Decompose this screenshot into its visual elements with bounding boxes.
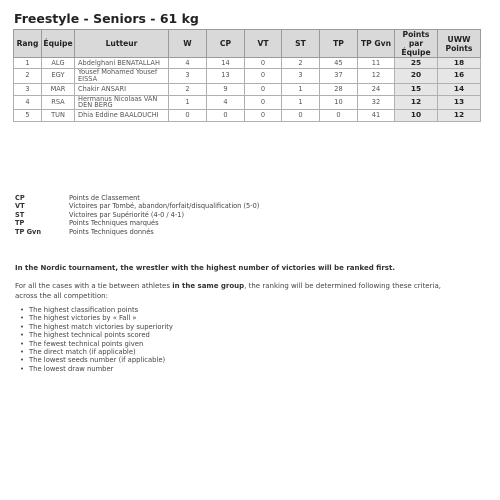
bullet-icon: • bbox=[19, 331, 24, 340]
bullet-icon: • bbox=[19, 314, 24, 323]
page-title: Freestyle - Seniors - 61 kg bbox=[14, 11, 199, 26]
cell-w: 1 bbox=[169, 95, 207, 110]
cell-equipe: MAR bbox=[42, 83, 75, 95]
cell-w: 0 bbox=[169, 110, 207, 122]
bullet-icon: • bbox=[19, 364, 24, 373]
criterion-text: The lowest draw number bbox=[29, 364, 114, 373]
table-row bbox=[14, 69, 481, 84]
cell-tp-gvn: 12 bbox=[358, 69, 395, 84]
cell-cp: 4 bbox=[207, 95, 245, 110]
list-item bbox=[15, 314, 173, 322]
ranking-table bbox=[13, 29, 481, 122]
cell-points-par-equipe: 10 bbox=[395, 110, 438, 122]
cell-cp: 14 bbox=[207, 58, 245, 69]
legend-desc: Victoires par Tombé, abandon/forfait/disqualification (5-0) bbox=[69, 202, 260, 211]
header-tp: TP bbox=[320, 30, 358, 58]
cell-equipe: RSA bbox=[42, 95, 75, 110]
header-st: ST bbox=[282, 30, 320, 58]
tie-break-intro-end: , the ranking will be determined following these criteria, across the all competition: bbox=[15, 282, 441, 300]
header-points-par-equipe: Points par Équipe bbox=[395, 30, 438, 58]
header-rang: Rang bbox=[14, 30, 42, 58]
cell-vt: 0 bbox=[245, 58, 282, 69]
cell-st: 1 bbox=[282, 95, 320, 110]
cell-w: 2 bbox=[169, 83, 207, 95]
cell-equipe: TUN bbox=[42, 110, 75, 122]
table-row bbox=[14, 110, 481, 122]
legend-abbr: CP bbox=[15, 194, 25, 202]
cell-equipe: EGY bbox=[42, 69, 75, 84]
bullet-icon: • bbox=[19, 347, 24, 356]
cell-cp: 13 bbox=[207, 69, 245, 84]
legend-abbr: TP Gvn bbox=[15, 227, 42, 236]
legend-item bbox=[15, 194, 259, 202]
criterion-text: The highest classification points bbox=[29, 306, 139, 314]
legend-desc: Points Techniques donnés bbox=[69, 227, 154, 236]
criterion-text: The highest victories by « Fall » bbox=[29, 314, 137, 323]
cell-points-par-equipe: 20 bbox=[395, 69, 438, 84]
cell-st: 1 bbox=[282, 83, 320, 95]
cell-tp: 0 bbox=[320, 110, 358, 122]
bullet-icon: • bbox=[19, 339, 24, 348]
legend-abbr: VT bbox=[15, 202, 25, 211]
header-w: W bbox=[169, 30, 207, 58]
cell-uww-points: 12 bbox=[438, 110, 481, 122]
legend-item bbox=[15, 228, 259, 236]
cell-tp-gvn: 11 bbox=[358, 58, 395, 69]
list-item bbox=[15, 348, 173, 356]
cell-cp: 9 bbox=[207, 83, 245, 95]
cell-uww-points: 14 bbox=[438, 83, 481, 95]
list-item bbox=[15, 340, 173, 348]
list-item bbox=[15, 365, 173, 373]
cell-uww-points: 16 bbox=[438, 69, 481, 84]
cell-vt: 0 bbox=[245, 83, 282, 95]
cell-rang: 5 bbox=[14, 110, 42, 122]
bullet-icon: • bbox=[19, 322, 24, 331]
criterion-text: The direct match (if applicable) bbox=[29, 347, 136, 356]
tie-break-criteria-list bbox=[15, 306, 173, 373]
cell-tp: 10 bbox=[320, 95, 358, 110]
list-item bbox=[15, 331, 173, 339]
cell-vt: 0 bbox=[245, 95, 282, 110]
criterion-text: The lowest seeds number (if applicable) bbox=[29, 356, 166, 365]
cell-tp-gvn: 24 bbox=[358, 83, 395, 95]
list-item bbox=[15, 356, 173, 364]
cell-vt: 0 bbox=[245, 110, 282, 122]
tie-break-intro bbox=[15, 281, 465, 301]
table-row bbox=[14, 83, 481, 95]
header-lutteur: Lutteur bbox=[75, 30, 169, 58]
legend-desc: Victoires par Supériorité (4-0 / 4-1) bbox=[69, 210, 185, 219]
legend-abbr: ST bbox=[15, 210, 25, 219]
cell-tp-gvn: 41 bbox=[358, 110, 395, 122]
bullet-icon: • bbox=[19, 356, 24, 365]
cell-rang: 3 bbox=[14, 83, 42, 95]
cell-st: 2 bbox=[282, 58, 320, 69]
abbreviation-legend bbox=[15, 194, 259, 236]
cell-points-par-equipe: 15 bbox=[395, 83, 438, 95]
cell-lutteur: Dhia Eddine BAALOUCHI bbox=[75, 110, 169, 122]
table-row bbox=[14, 58, 481, 69]
cell-rang: 2 bbox=[14, 69, 42, 84]
cell-points-par-equipe: 12 bbox=[395, 95, 438, 110]
header-uww-points: UWW Points bbox=[438, 30, 481, 58]
cell-points-par-equipe: 25 bbox=[395, 58, 438, 69]
cell-w: 3 bbox=[169, 69, 207, 84]
header-cp: CP bbox=[207, 30, 245, 58]
criterion-text: The fewest technical points given bbox=[29, 339, 144, 348]
header-vt: VT bbox=[245, 30, 282, 58]
header-tp-gvn: TP Gvn bbox=[358, 30, 395, 58]
list-item bbox=[15, 306, 173, 314]
tie-break-intro-start: For all the cases with a tie between athletes bbox=[15, 282, 173, 290]
cell-tp: 37 bbox=[320, 69, 358, 84]
cell-lutteur: Hermanus Nicolaas VAN DEN BERG bbox=[75, 95, 169, 110]
legend-desc: Points de Classement bbox=[69, 194, 140, 202]
legend-item bbox=[15, 219, 259, 227]
cell-uww-points: 18 bbox=[438, 58, 481, 69]
legend-item bbox=[15, 211, 259, 219]
cell-vt: 0 bbox=[245, 69, 282, 84]
criterion-text: The highest technical points scored bbox=[29, 331, 150, 340]
table-row bbox=[14, 95, 481, 110]
cell-lutteur: Yousef Mohamed Yousef EISSA bbox=[75, 69, 169, 84]
cell-rang: 1 bbox=[14, 58, 42, 69]
cell-uww-points: 13 bbox=[438, 95, 481, 110]
list-item bbox=[15, 323, 173, 331]
cell-cp: 0 bbox=[207, 110, 245, 122]
header-equipe: Équipe bbox=[42, 30, 75, 58]
cell-equipe: ALG bbox=[42, 58, 75, 69]
cell-lutteur: Abdelghani BENATALLAH bbox=[75, 58, 169, 69]
cell-rang: 4 bbox=[14, 95, 42, 110]
criterion-text: The highest match victories by superiority bbox=[29, 322, 173, 331]
bullet-icon: • bbox=[19, 306, 24, 314]
cell-tp: 45 bbox=[320, 58, 358, 69]
cell-w: 4 bbox=[169, 58, 207, 69]
table-header-row bbox=[14, 30, 481, 58]
tie-break-intro-emphasis: in the same group bbox=[172, 282, 245, 290]
cell-st: 3 bbox=[282, 69, 320, 84]
cell-lutteur: Chakir ANSARI bbox=[75, 83, 169, 95]
legend-desc: Points Techniques marqués bbox=[69, 219, 159, 228]
cell-tp-gvn: 32 bbox=[358, 95, 395, 110]
cell-tp: 28 bbox=[320, 83, 358, 95]
legend-abbr: TP bbox=[15, 219, 25, 228]
legend-item bbox=[15, 202, 259, 210]
nordic-tournament-note: In the Nordic tournament, the wrestler with the highest number of victories will be ranked first. bbox=[15, 264, 395, 272]
cell-st: 0 bbox=[282, 110, 320, 122]
